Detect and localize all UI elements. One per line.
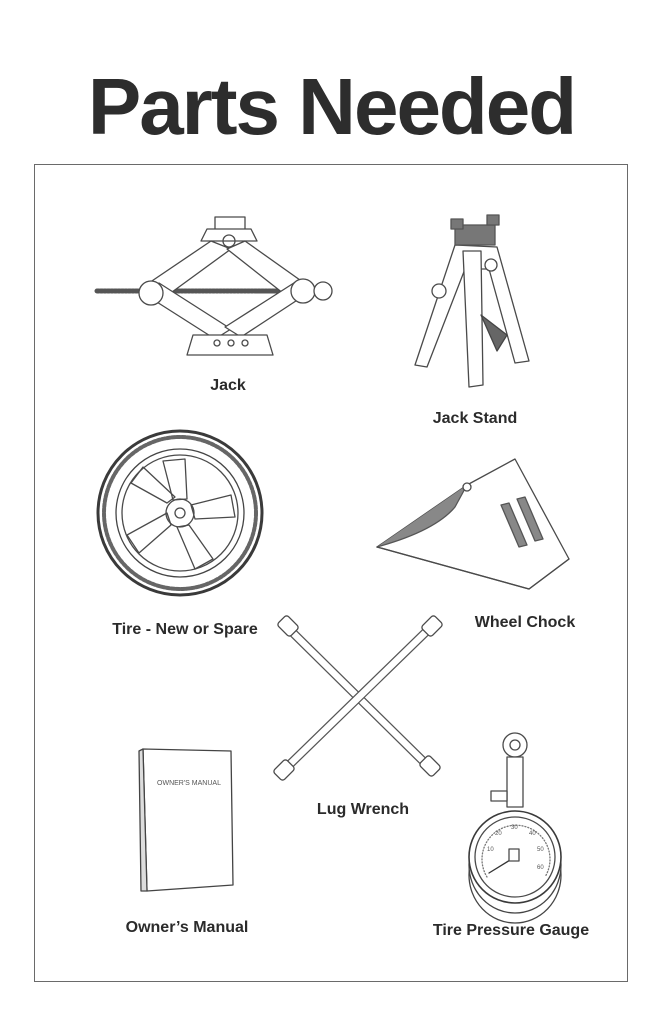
- gauge-scale-20: 20: [495, 831, 502, 837]
- jack-stand-label: Jack Stand: [432, 410, 518, 427]
- scissor-jack-icon: [97, 217, 332, 355]
- gauge-scale-40: 40: [529, 831, 536, 837]
- gauge-scale-10: 10: [487, 847, 494, 853]
- wheel-chock-label: Wheel Chock: [474, 614, 576, 631]
- gauge-scale-60: 60: [537, 865, 544, 871]
- manual-cover-text: OWNER'S MANUAL: [157, 780, 221, 787]
- tire-icon: [98, 431, 262, 595]
- gauge-scale-30: 30: [511, 825, 518, 831]
- tire-label: Tire - New or Spare: [112, 621, 258, 638]
- jack-label: Jack: [210, 377, 246, 394]
- parts-illustrations: [35, 165, 629, 983]
- owners-manual-label: Owner’s Manual: [125, 919, 249, 936]
- wheel-chock-icon: [377, 459, 569, 589]
- gauge-scale-50: 50: [537, 847, 544, 853]
- pressure-gauge-icon: [469, 733, 561, 923]
- page-title: Parts Needed: [87, 62, 576, 151]
- lug-wrench-icon: [273, 615, 444, 782]
- lug-wrench-label: Lug Wrench: [316, 801, 410, 818]
- owners-manual-icon: [139, 749, 233, 891]
- pressure-gauge-label: Tire Pressure Gauge: [432, 922, 590, 939]
- parts-panel: [34, 164, 628, 982]
- jack-stand-icon: [415, 215, 529, 387]
